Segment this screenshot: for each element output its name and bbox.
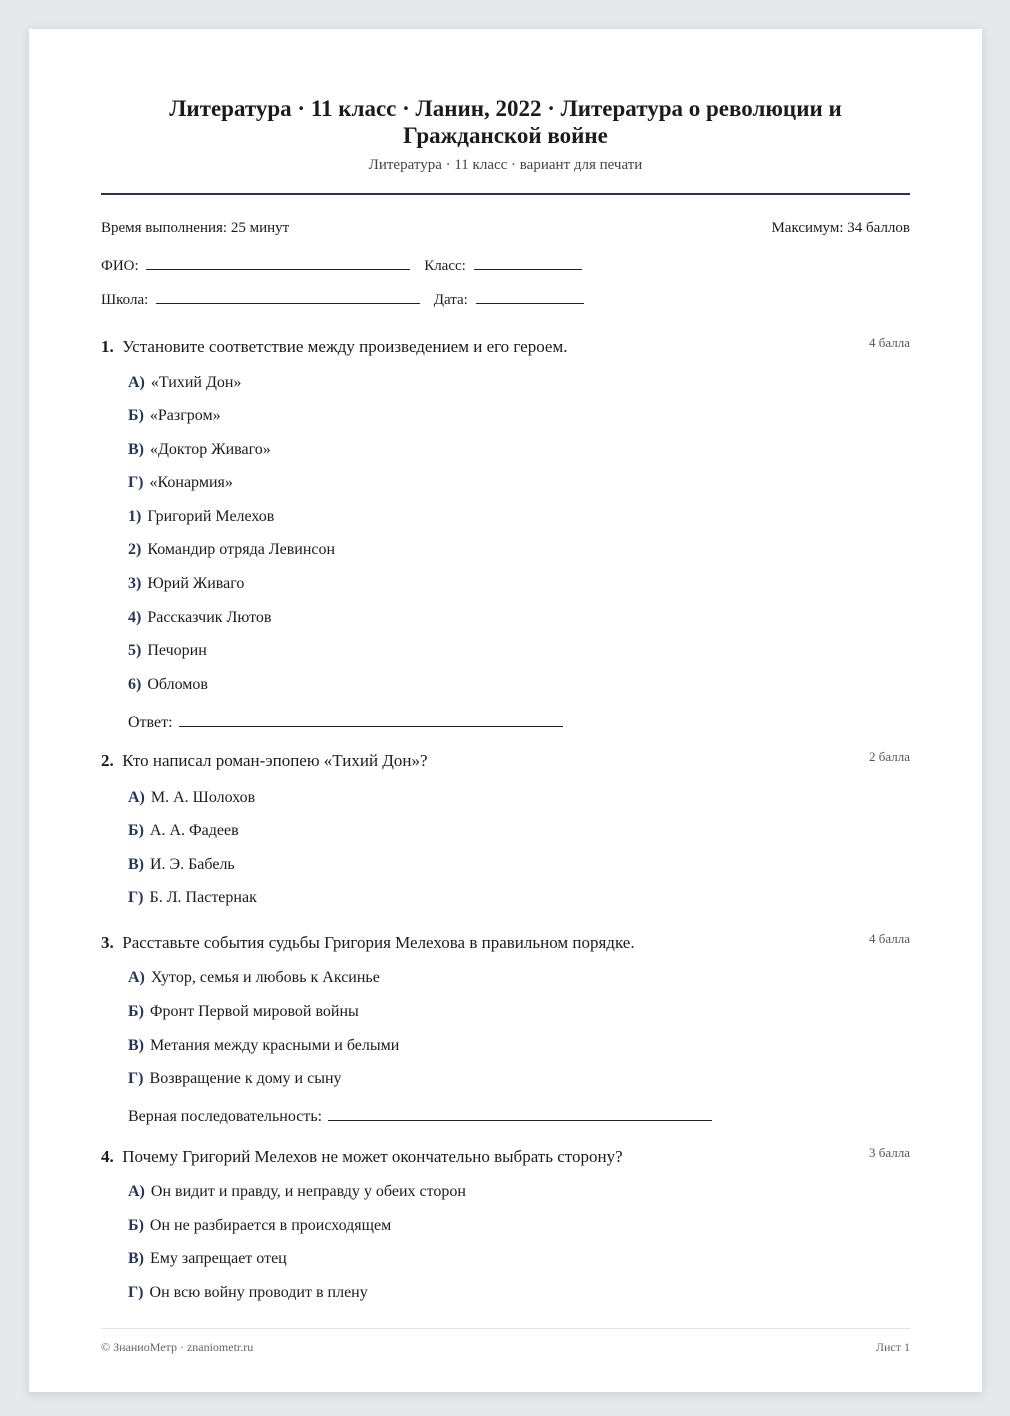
fio-label: ФИО: <box>101 258 139 274</box>
class-field[interactable] <box>474 253 582 270</box>
option-item[interactable] <box>128 1003 359 1021</box>
question-heading <box>101 933 910 953</box>
question-number: 4. <box>101 1147 114 1166</box>
option-item[interactable] <box>128 642 207 660</box>
sheet-number: Лист 1 <box>875 1340 910 1354</box>
question-text: Почему Григорий Мелехов не может окончательно выбрать сторону? <box>122 1147 623 1166</box>
option-text: М. А. Шолохов <box>150 789 256 806</box>
option-label: 6) <box>128 676 142 693</box>
fio-class-row <box>101 253 582 275</box>
question-points: 4 балла <box>869 931 910 946</box>
question-text: Расставьте события судьбы Григория Мелехова в правильном порядке. <box>122 933 635 952</box>
question-points: 3 балла <box>869 1145 910 1160</box>
question-1 <box>101 335 910 731</box>
copyright-text: © ЗнаниоМетр · znaniometr.ru <box>101 1340 254 1354</box>
option-label: В) <box>128 1037 144 1054</box>
option-label: А) <box>128 789 145 806</box>
answer-label: Ответ: <box>128 714 173 731</box>
school-label: Школа: <box>101 292 149 308</box>
option-text: Фронт Первой мировой войны <box>149 1003 359 1020</box>
option-text: Хутор, семья и любовь к Аксинье <box>150 969 380 986</box>
option-text: Печорин <box>147 642 207 659</box>
option-text: А. А. Фадеев <box>149 822 239 839</box>
school-date-row <box>101 287 584 309</box>
option-label: 2) <box>128 541 142 558</box>
exam-meta <box>101 220 910 237</box>
option-item[interactable] <box>128 1037 399 1055</box>
question-heading <box>101 337 910 357</box>
option-label: В) <box>128 441 144 458</box>
option-text: Б. Л. Пастернак <box>149 889 257 906</box>
class-label: Класс: <box>424 258 466 274</box>
option-item[interactable] <box>128 1284 368 1302</box>
option-text: «Разгром» <box>149 407 221 424</box>
footer-divider <box>101 1328 910 1329</box>
option-text: Возвращение к дому и сыну <box>149 1070 342 1087</box>
time-limit: Время выполнения: 25 минут <box>101 220 290 236</box>
fio-field[interactable] <box>146 253 410 270</box>
option-item[interactable] <box>128 1217 391 1235</box>
option-label: Б) <box>128 822 144 839</box>
option-label: В) <box>128 1250 144 1267</box>
question-number: 3. <box>101 933 114 952</box>
question-text: Установите соответствие между произведением и его героем. <box>122 337 568 356</box>
option-text: Он не разбирается в происходящем <box>149 1217 392 1234</box>
answer-row <box>128 710 563 732</box>
option-text: Обломов <box>147 676 208 693</box>
option-item[interactable] <box>128 1183 466 1201</box>
answer-field[interactable] <box>328 1104 712 1121</box>
option-item[interactable] <box>128 609 271 627</box>
worksheet-page <box>29 29 982 1392</box>
option-item[interactable] <box>128 969 380 987</box>
option-item[interactable] <box>128 889 257 907</box>
date-field[interactable] <box>476 287 584 304</box>
option-text: И. Э. Бабель <box>150 856 235 873</box>
page-subtitle: Литература · 11 класс · вариант для печати <box>368 157 643 173</box>
option-label: Г) <box>128 889 144 906</box>
option-text: Он видит и правду, и неправду у обеих сторон <box>150 1183 466 1200</box>
header-divider <box>101 193 910 195</box>
option-item[interactable] <box>128 822 239 840</box>
date-label: Дата: <box>433 292 468 308</box>
max-score: Максимум: 34 баллов <box>771 220 910 236</box>
question-text: Кто написал роман-эпопею «Тихий Дон»? <box>122 751 428 770</box>
question-2 <box>101 749 910 906</box>
option-text: «Доктор Живаго» <box>150 441 271 458</box>
option-label: А) <box>128 969 145 986</box>
option-item[interactable] <box>128 676 208 694</box>
option-label: Б) <box>128 1217 144 1234</box>
option-label: А) <box>128 374 145 391</box>
option-text: Рассказчик Лютов <box>147 609 272 626</box>
question-number: 2. <box>101 751 114 770</box>
option-text: «Тихий Дон» <box>150 374 242 391</box>
option-label: 3) <box>128 575 142 592</box>
question-3 <box>101 931 910 1125</box>
option-text: Командир отряда Левинсон <box>147 541 336 558</box>
option-item[interactable] <box>128 1250 287 1268</box>
school-field[interactable] <box>156 287 420 304</box>
option-label: Б) <box>128 1003 144 1020</box>
option-text: «Конармия» <box>149 474 233 491</box>
option-label: Г) <box>128 474 144 491</box>
option-label: А) <box>128 1183 145 1200</box>
option-label: 5) <box>128 642 142 659</box>
option-text: Юрий Живаго <box>147 575 245 592</box>
page-footer <box>101 1340 910 1355</box>
option-label: Г) <box>128 1284 144 1301</box>
option-label: 4) <box>128 609 142 626</box>
option-label: Б) <box>128 407 144 424</box>
option-text: Григорий Мелехов <box>147 508 275 525</box>
question-points: 4 балла <box>869 335 910 350</box>
option-text: Ему запрещает отец <box>150 1250 287 1267</box>
option-text: Он всю войну проводит в плену <box>149 1284 368 1301</box>
question-points: 2 балла <box>869 749 910 764</box>
option-item[interactable] <box>128 441 271 459</box>
option-item[interactable] <box>128 374 241 392</box>
option-item[interactable] <box>128 474 233 492</box>
option-label: В) <box>128 856 144 873</box>
option-item[interactable] <box>128 508 274 526</box>
option-item[interactable] <box>128 789 255 807</box>
question-4 <box>101 1145 910 1301</box>
question-heading <box>101 1147 910 1167</box>
option-label: Г) <box>128 1070 144 1087</box>
option-item[interactable] <box>128 575 244 593</box>
option-item[interactable] <box>128 1070 342 1088</box>
page-title: Литература · 11 класс · Ланин, 2022 · Литература о революции и Гражданской войне <box>169 96 842 148</box>
option-item[interactable] <box>128 856 235 874</box>
answer-field[interactable] <box>179 710 563 727</box>
option-label: 1) <box>128 508 142 525</box>
answer-label: Верная последовательность: <box>128 1108 323 1125</box>
option-item[interactable] <box>128 407 221 425</box>
option-item[interactable] <box>128 541 335 559</box>
question-number: 1. <box>101 337 114 356</box>
option-text: Метания между красными и белыми <box>150 1037 400 1054</box>
question-heading <box>101 751 910 771</box>
answer-row <box>128 1104 712 1126</box>
